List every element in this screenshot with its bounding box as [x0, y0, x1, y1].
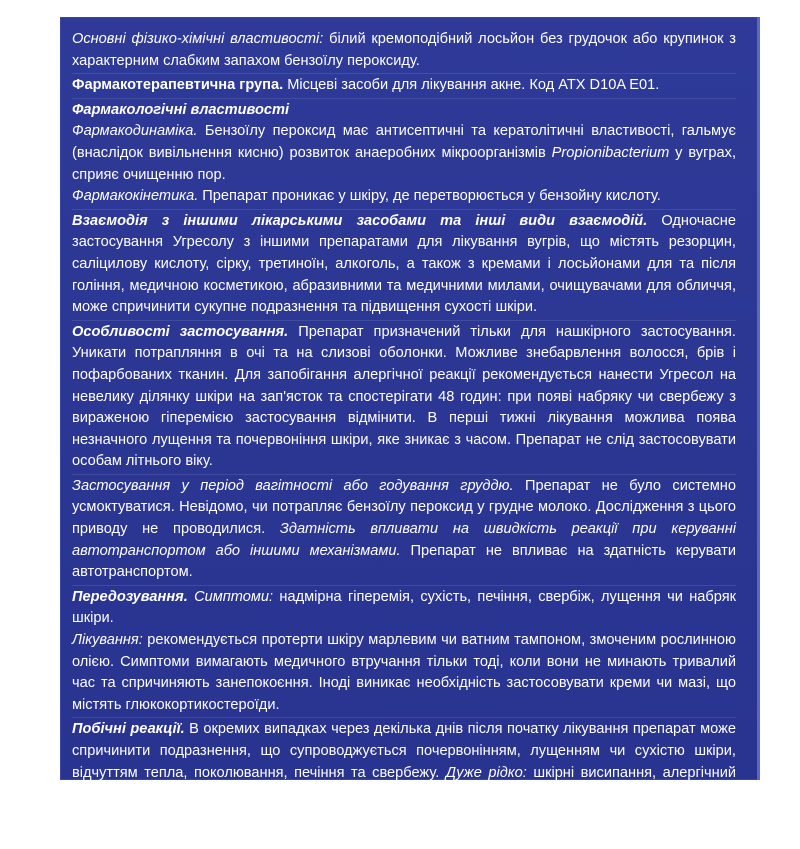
driving-text: Препарат не впливає на здатність керувати автотранспортом. — [72, 542, 736, 581]
panel-edge — [757, 17, 760, 780]
kinetics-label: Фармакокінетика. — [72, 188, 199, 205]
properties-text: білий кремоподібний лосьйон без грудочок або крупинок з характерним слабким запахом бензоїлу пероксиду. — [72, 31, 737, 69]
divider — [72, 585, 736, 586]
treatment-label: Лікування: — [72, 632, 143, 649]
section-overdose — [72, 587, 736, 630]
pregnancy-label: Застосування у період вагітності або годування груддю. — [72, 477, 514, 494]
divider — [72, 73, 736, 74]
pharm-dynamics — [72, 121, 736, 186]
kinetics-text: Препарат проникає у шкіру, де перетворюється у бензойну кислоту. — [198, 188, 661, 205]
rare-label: Дуже рідко: — [445, 764, 527, 781]
divider — [72, 98, 736, 99]
pharm-group-text: Місцеві засоби для лікування акне. Код АТХ D10A E01. — [283, 77, 660, 94]
section-side-effects — [72, 719, 736, 849]
divider — [72, 320, 736, 321]
side-effects-text-2: шкірні висипання, алергічний контактний дерматит (печіння, утворення пухирів і кірок, свербіж, почервоніння або набряк). Невелике подразнення можна зняти, скоротивши частоту застосування препарату (1 раз на день або через день). При сильному подразненні слід припинити застосування лосьйону. — [72, 764, 736, 846]
section-properties — [72, 29, 736, 72]
divider — [72, 209, 736, 210]
dynamics-text-1: Бензоїлу пероксид має антисептичні та кератолітичні властивості, гальмує (внаслідок вивільнення кисню) розвиток анаеробних мікроорганізмів — [72, 123, 736, 161]
overdose-treatment — [72, 630, 736, 716]
interactions-label: Взаємодія з іншими лікарськими засобами та інші види взаємодій. — [72, 212, 648, 229]
side-effects-label: Побічні реакції. — [72, 721, 185, 738]
symptoms-text: надмірна гіперемія, сухість, печіння, свербіж, лущення чи набряк шкіри. — [72, 588, 736, 627]
section-pregnancy — [72, 476, 736, 584]
side-effects-text-1: В окремих випадках через декілька днів після початку лікування препарат може спричинити подразнення, що супроводжується почервонінням, лущенням чи сухістю шкіри, відчуттям тепла, поколювання, печіння та свербежу. — [72, 721, 737, 781]
section-features — [72, 322, 736, 473]
overdose-label: Передозування. — [72, 588, 188, 605]
dynamics-text-2: у вуграх, сприяє очищенню пор. — [72, 144, 736, 183]
dynamics-label: Фармакодинаміка. — [72, 123, 198, 140]
features-text: Препарат призначений тільки для нашкірного застосування. Уникати потрапляння в очі та на слизові оболонки. Можливе знебарвлення волосся, брів і пофарбованих тканин. Для запобігання алергічної реакції рекомендується нанести Угресол на невелику ділянку шкіри на зап'ясток та спостерігати 48 годин: при появі набряку чи свербежу з вираженою гіперемією застосування відмінити. В перші тижні лікування можлива поява незначного лущення та почервоніння шкіри, яке зникає з часом. Препарат не слід застосовувати особам літнього віку. — [72, 323, 736, 470]
symptoms-label: Симптоми: — [187, 588, 274, 605]
divider — [72, 717, 736, 718]
pregnancy-text: Препарат не було системно усмоктуватися. Невідомо, чи потрапляє бензоїлу пероксид у грудне молоко. Дослідження з цього приводу не проводилися. — [72, 477, 736, 538]
treatment-text: рекомендується протерти шкіру марлевим чи ватним тампоном, змоченим рослинною олією. Симптоми вимагають медичного втручання тільки тоді, коли вони не минають тривалий час та спричиняють занепокоєння. Іноді виникає необхідність застосовувати креми чи мазі, що містять глюкокортикостероїди. — [72, 632, 736, 713]
section-pharm-props — [72, 100, 736, 122]
interactions-text: Одночасне застосування Угресолу з іншими препаратами для лікування вугрів, що містять резорцин, саліцилову кислоту, сірку, третиноїн, алкоголь, а також з кремами і лосьйонами для та після гоління, медичною косметикою, абразивними та медичними милами, очищувачами для обличчя, може спричинити сукупне подразнення та підвищення сухості шкіри. — [72, 212, 736, 316]
divider — [72, 474, 736, 475]
pharm-group-label: Фармакотерапевтична група. — [72, 77, 284, 94]
leaflet-text — [72, 29, 736, 849]
pharm-props-heading: Фармакологічні властивості — [72, 101, 290, 118]
section-pharm-group — [72, 75, 736, 97]
features-label: Особливості застосування. — [72, 323, 289, 340]
blue-text-panel — [60, 17, 760, 846]
driving-label: Здатність впливати на швидкість реакції при керуванні автотранспортом або іншими механізмами. — [72, 521, 736, 559]
section-interactions — [72, 211, 736, 319]
pharm-kinetics — [72, 186, 736, 208]
properties-label: Основні фізико-хімічні властивості: — [72, 31, 324, 47]
dynamics-species: Propionibacterium — [551, 144, 670, 161]
